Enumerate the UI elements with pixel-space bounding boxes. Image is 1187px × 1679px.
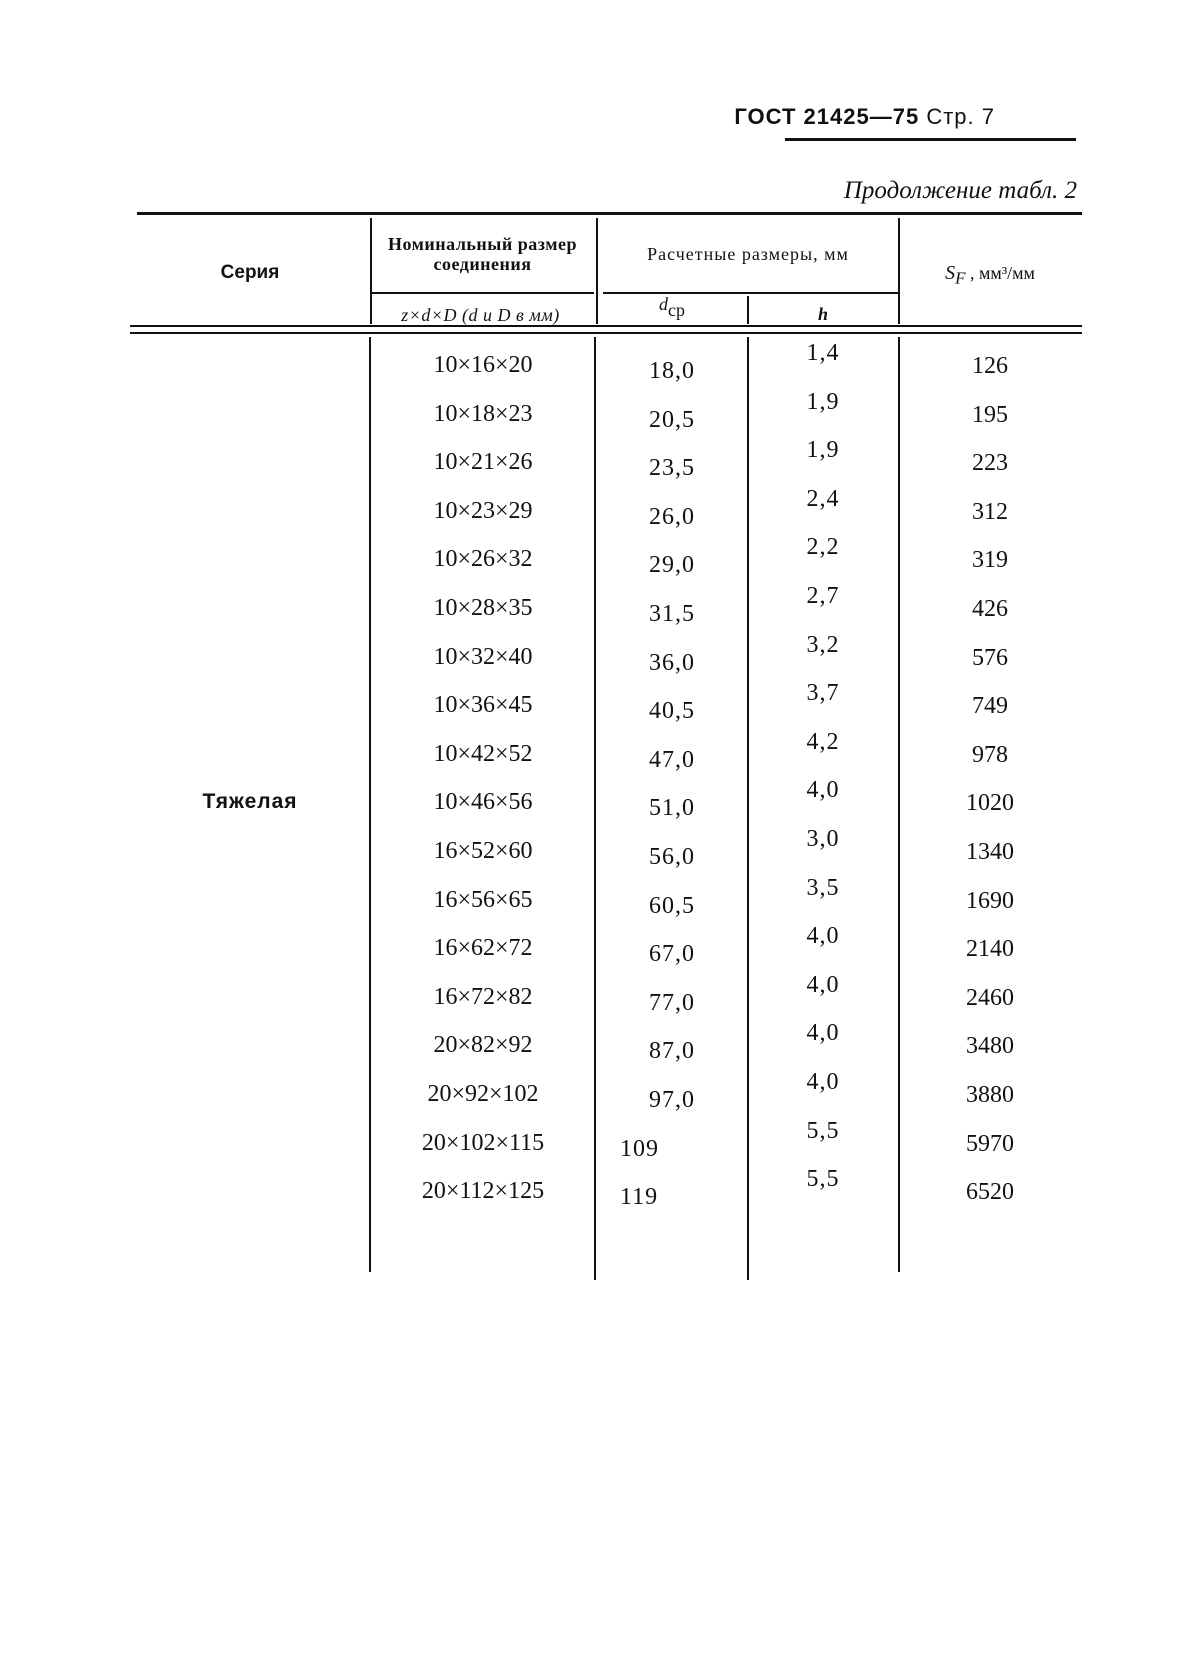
cell-size: 10×46×56 — [433, 789, 533, 816]
cell-size: 10×36×45 — [433, 692, 533, 719]
cell-size: 20×102×115 — [421, 1129, 545, 1156]
cell-dcp: 87,0 — [649, 1038, 695, 1065]
column-header-dcp-symbol: d — [659, 294, 668, 314]
cell-sf: 223 — [972, 450, 1008, 477]
table-body — [0, 340, 1187, 1215]
cell-sf: 126 — [972, 353, 1008, 379]
cell-dcp: 20,5 — [649, 406, 695, 433]
cell-dcp: 109 — [620, 1135, 659, 1162]
cell-dcp: 60,5 — [649, 892, 695, 919]
column-header-formula-text: z×d×D (d и D в мм) — [401, 305, 560, 325]
header-bottom-rule-1 — [130, 325, 1082, 327]
cell-sf: 1690 — [966, 887, 1014, 914]
cell-h: 4,0 — [806, 971, 840, 998]
column-header-sf-sub: F — [955, 268, 966, 288]
cell-h: 3,5 — [806, 874, 840, 901]
table-continuation-label: Продолжение табл. 2 — [843, 177, 1077, 204]
cell-sf: 3880 — [966, 1081, 1014, 1108]
series-name: Тяжелая — [202, 790, 298, 813]
column-header-nominal-line2: соединения — [433, 254, 532, 274]
table-row — [0, 1118, 1187, 1167]
cell-dcp: 119 — [620, 1184, 659, 1211]
cell-h: 3,2 — [806, 631, 840, 658]
table-row — [0, 875, 1187, 924]
cell-sf: 576 — [972, 644, 1008, 671]
cell-sf: 6520 — [966, 1179, 1014, 1206]
column-header-dcp — [598, 294, 746, 321]
cell-sf: 312 — [972, 498, 1008, 525]
table-row — [0, 1020, 1187, 1069]
cell-h: 2,4 — [806, 485, 840, 512]
cell-size: 10×32×40 — [433, 643, 533, 670]
cell-size: 10×18×23 — [433, 400, 533, 427]
cell-sf: 978 — [972, 741, 1008, 768]
cell-sf: 426 — [972, 595, 1008, 622]
cell-size: 16×62×72 — [433, 935, 533, 962]
cell-dcp: 51,0 — [649, 795, 695, 822]
nominal-header-divider — [372, 292, 594, 294]
column-header-sf — [900, 262, 1080, 289]
cell-dcp: 67,0 — [649, 941, 695, 968]
column-header-nominal — [370, 234, 595, 274]
table-row — [0, 923, 1187, 972]
cell-dcp: 47,0 — [649, 746, 695, 773]
cell-size: 20×92×102 — [427, 1080, 539, 1107]
cell-h: 1,9 — [806, 437, 840, 464]
cell-sf: 1020 — [966, 790, 1014, 817]
table-row — [0, 680, 1187, 729]
cell-sf: 2140 — [966, 936, 1014, 963]
cell-dcp: 97,0 — [649, 1086, 695, 1113]
cell-sf: 319 — [972, 547, 1008, 574]
table-row — [0, 534, 1187, 583]
cell-dcp: 26,0 — [649, 503, 695, 530]
cell-sf: 3480 — [966, 1033, 1014, 1060]
cell-dcp: 36,0 — [649, 649, 695, 676]
table-row — [0, 583, 1187, 632]
cell-h: 1,4 — [806, 340, 840, 366]
header-rule — [785, 138, 1076, 141]
cell-h: 3,0 — [806, 825, 840, 852]
cell-dcp: 23,5 — [649, 455, 695, 482]
cell-dcp: 40,5 — [649, 698, 695, 725]
cell-size: 20×82×92 — [433, 1032, 533, 1059]
cell-h: 4,0 — [806, 1068, 840, 1095]
cell-size: 10×42×52 — [433, 740, 533, 767]
table-row — [0, 340, 1187, 389]
table-row — [0, 486, 1187, 535]
cell-size: 16×72×82 — [433, 983, 533, 1010]
cell-sf: 195 — [972, 401, 1008, 428]
cell-h: 4,0 — [806, 777, 840, 804]
table-row — [0, 777, 1187, 826]
column-header-computed: Расчетные размеры, мм — [647, 244, 849, 264]
cell-size: 10×23×29 — [433, 497, 533, 524]
table-top-rule — [137, 212, 1082, 215]
cell-sf: 749 — [972, 693, 1008, 720]
cell-size: 10×16×20 — [433, 352, 533, 378]
column-header-series: Серия — [220, 262, 280, 283]
column-header-sf-symbol: S — [945, 262, 956, 284]
cell-dcp: 18,0 — [649, 358, 695, 384]
cell-h: 4,2 — [806, 728, 840, 755]
table-row — [0, 972, 1187, 1021]
cell-h: 1,9 — [806, 388, 840, 415]
table-row — [0, 437, 1187, 486]
cell-h: 2,2 — [806, 534, 840, 561]
cell-h: 4,0 — [806, 923, 840, 950]
cell-dcp: 29,0 — [649, 552, 695, 579]
cell-size: 16×52×60 — [433, 837, 533, 864]
cell-size: 20×112×125 — [421, 1178, 545, 1205]
column-header-nominal-line1: Номинальный размер — [388, 234, 577, 254]
page-number: Стр. 7 — [926, 104, 995, 129]
column-header-dcp-sub: ср — [668, 300, 685, 320]
header-bottom-rule-2 — [130, 332, 1082, 334]
table-row — [0, 1166, 1187, 1215]
table-row — [0, 729, 1187, 778]
cell-h: 4,0 — [806, 1020, 840, 1047]
cell-h: 2,7 — [806, 582, 840, 609]
column-header-h: h — [817, 304, 828, 324]
table-row — [0, 826, 1187, 875]
cell-size: 10×21×26 — [433, 449, 533, 476]
table-row — [0, 389, 1187, 438]
cell-dcp: 77,0 — [649, 989, 695, 1016]
table-row — [0, 1069, 1187, 1118]
cell-dcp: 56,0 — [649, 843, 695, 870]
cell-size: 10×28×35 — [433, 594, 533, 621]
column-header-sf-unit: , мм³/мм — [969, 263, 1035, 283]
cell-dcp: 31,5 — [649, 600, 695, 627]
cell-sf: 5970 — [966, 1130, 1014, 1157]
table-row — [0, 632, 1187, 681]
cell-h: 3,7 — [806, 680, 840, 707]
column-header-formula — [368, 305, 593, 326]
cell-size: 10×26×32 — [433, 546, 533, 573]
cell-h: 5,5 — [806, 1117, 840, 1144]
cell-size: 16×56×65 — [433, 886, 533, 913]
cell-sf: 1340 — [966, 838, 1014, 865]
standard-number: ГОСТ 21425—75 — [734, 104, 920, 129]
cell-sf: 2460 — [966, 984, 1014, 1011]
cell-h: 5,5 — [806, 1166, 840, 1193]
document-header — [734, 104, 995, 130]
